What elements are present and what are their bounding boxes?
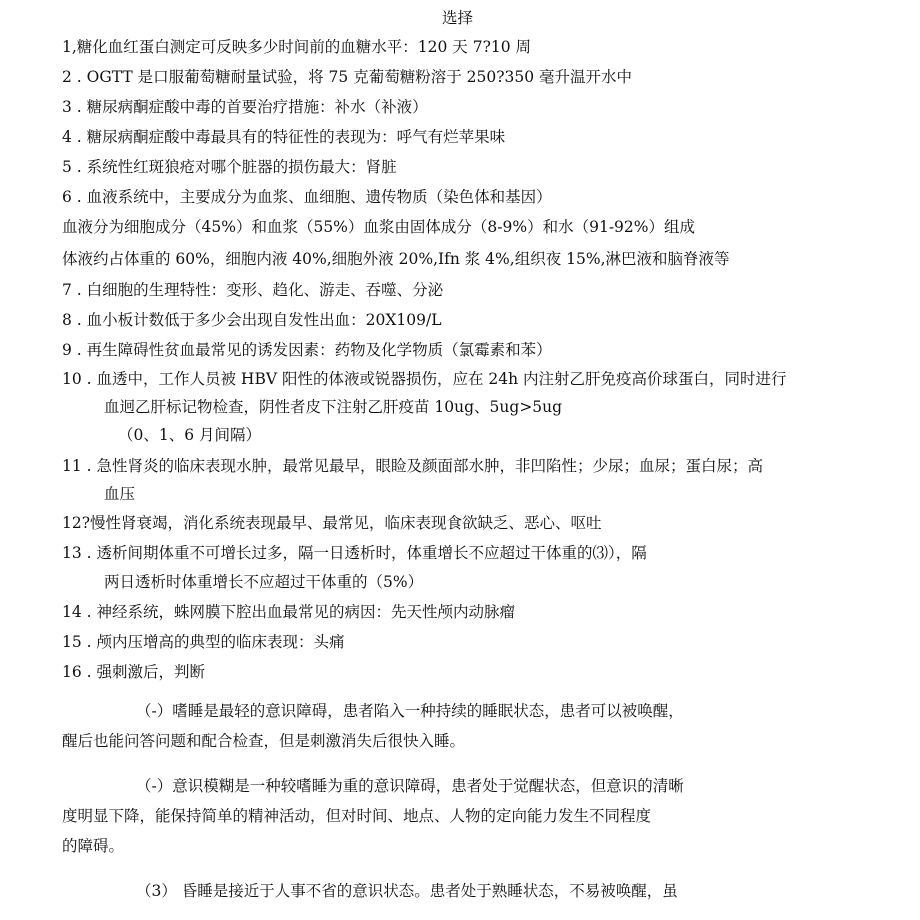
page-title: 选择 xyxy=(442,9,474,27)
text-line: （3） 昏睡是接近于人事不省的意识状态。患者处于熟睡状态，不易被唤醒，虽 xyxy=(136,882,678,900)
text-line: 6 . 血液系统中，主要成分为血浆、血细胞、遗传物质（染色体和基因） xyxy=(62,188,552,206)
text-line: 1,糖化血红蛋白测定可反映多少时间前的血糖水平：120 天 7?10 周 xyxy=(62,38,532,56)
text-line: 11 . 急性肾炎的临床表现水肿，最常见最早，眼睑及颜面部水肿，非凹陷性；少尿；血尿；蛋白尿；高 xyxy=(62,457,764,475)
text-line: 5 . 系统性红斑狼疮对哪个脏器的损伤最大：肾脏 xyxy=(62,158,397,176)
text-line: 血迥乙肝标记物检查，阴性者皮下注射乙肝疫苗 10ug、5ug>5ug xyxy=(104,398,563,416)
text-line: 9 . 再生障碍性贫血最常见的诱发因素：药物及化学物质（氯霉素和苯） xyxy=(62,341,552,359)
text-line: 醒后也能问答问题和配合检查，但是刺激消失后很快入睡。 xyxy=(62,732,466,750)
text-line: 14 . 神经系统，蛛网膜下腔出血最常见的病因：先天性颅内动脉瘤 xyxy=(62,603,516,621)
text-line: 的障碍。 xyxy=(62,837,125,855)
text-line: 12?慢性肾衰竭，消化系统表现最早、最常见，临床表现食欲缺乏、恶心、呕吐 xyxy=(62,514,602,532)
text-line: 度明显下降，能保持简单的精神活动，但对时间、地点、人物的定向能力发生不同程度 xyxy=(62,807,652,825)
text-line: 10 . 血透中，工作人员被 HBV 阳性的体液或锐器损伤，应在 24h 内注射乙肝免疫高价球蛋白，同时进行 xyxy=(62,370,787,388)
text-line: 15 . 颅内压增高的典型的临床表现：头痛 xyxy=(62,633,345,651)
text-line: 13 . 透析间期体重不可增长过多，隔一日透析时，体重增长不应超过干体重的⑶），隔 xyxy=(62,544,647,562)
text-line: （0、1、6 月间隔） xyxy=(118,426,262,444)
text-line: 4 . 糖尿病酮症酸中毒最具有的特征性的表现为：呼气有烂苹果味 xyxy=(62,128,506,146)
text-line: 血压 xyxy=(104,485,136,503)
text-line: 3 . 糖尿病酮症酸中毒的首要治疗措施：补水（补液） xyxy=(62,98,428,116)
text-line: 7 . 白细胞的生理特性：变形、趋化、游走、吞噬、分泌 xyxy=(62,281,444,299)
text-line: 16 . 强刺激后，判断 xyxy=(62,663,206,681)
text-line: 血液分为细胞成分（45%）和血浆（55%）血浆由固体成分（8-9%）和水（91-92%）组成 xyxy=(62,218,696,236)
text-line: 8 . 血小板计数低于多少会出现自发性出血：20X109/L xyxy=(62,311,442,329)
text-line: 两日透析时体重增长不应超过干体重的（5%） xyxy=(104,573,424,591)
text-line: 体液约占体重的 60%，细胞内液 40%,细胞外液 20%,Ifn 浆 4%,组织夜 15%,淋巴液和脑脊液等 xyxy=(62,250,730,268)
text-line: （-）嗜睡是最轻的意识障碍，患者陷入一种持续的睡眠状态，患者可以被唤醒， xyxy=(136,702,684,720)
text-line: 2 . OGTT 是口服葡萄糖耐量试验，将 75 克葡萄糖粉溶于 250?350 毫升温开水中 xyxy=(62,68,633,86)
text-line: （-）意识模糊是一种较嗜睡为重的意识障碍，患者处于觉醒状态，但意识的清晰 xyxy=(136,777,684,795)
